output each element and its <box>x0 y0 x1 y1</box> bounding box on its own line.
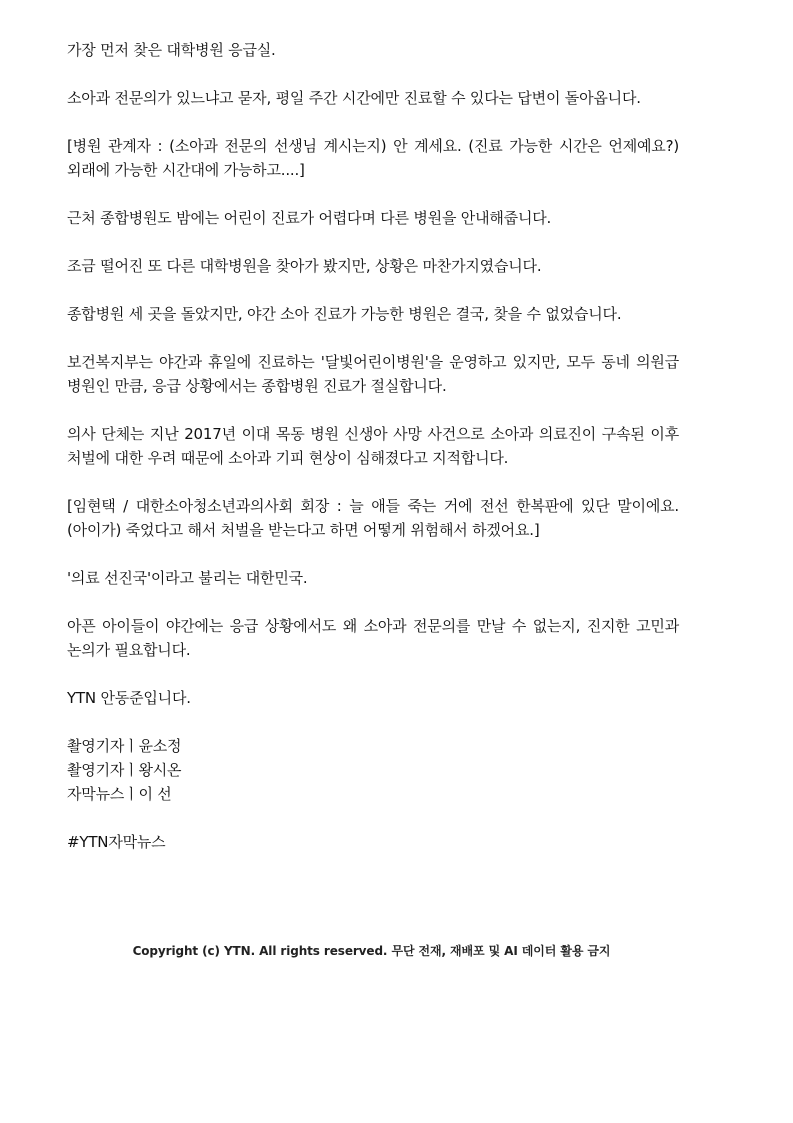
article-paragraph: 조금 떨어진 또 다른 대학병원을 찾아가 봤지만, 상황은 마찬가지였습니다. <box>67 257 542 275</box>
credit-line: 자막뉴스ㅣ이 선 <box>67 785 172 803</box>
article-paragraph: 의사 단체는 지난 2017년 이대 목동 병원 신생아 사망 사건으로 소아과 의료진이 구속된 이후 처벌에 대한 우려 때문에 소아과 기피 현상이 심해졌다고 지적합니다. <box>67 425 679 467</box>
credit-line: 촬영기자ㅣ왕시온 <box>67 761 182 779</box>
article-paragraph: 근처 종합병원도 밤에는 어린이 진료가 어렵다며 다른 병원을 안내해줍니다. <box>67 209 552 227</box>
article-paragraph: 아픈 아이들이 야간에는 응급 상황에서도 왜 소아과 전문의를 만날 수 없는지, 진지한 고민과 논의가 필요합니다. <box>67 617 679 659</box>
article-paragraph: [임현택 / 대한소아청소년과의사회 회장 : 늘 애들 죽는 거에 전선 한복판에 있단 말이에요. (아이가) 죽었다고 해서 처벌을 받는다고 하면 어떻게 위험해서 하겠어요.] <box>67 497 679 539</box>
article-signoff: YTN 안동준입니다. <box>67 689 191 707</box>
article-paragraph: 보건복지부는 야간과 휴일에 진료하는 '달빛어린이병원'을 운영하고 있지만, 모두 동네 의원급 병원인 만큼, 응급 상황에서는 종합병원 진료가 절실합니다. <box>67 353 679 395</box>
article-paragraph: 가장 먼저 찾은 대학병원 응급실. <box>67 41 276 59</box>
credits-block <box>67 734 679 806</box>
article-paragraph: 소아과 전문의가 있느냐고 묻자, 평일 주간 시간에만 진료할 수 있다는 답변이 돌아옵니다. <box>67 89 641 107</box>
article-paragraph: 종합병원 세 곳을 돌았지만, 야간 소아 진료가 가능한 병원은 결국, 찾을 수 없었습니다. <box>67 305 622 323</box>
article-body <box>67 38 679 878</box>
copyright-notice: Copyright (c) YTN. All rights reserved. 무단 전재, 재배포 및 AI 데이터 활용 금지 <box>132 944 611 958</box>
hashtag: #YTN자막뉴스 <box>67 833 166 851</box>
article-paragraph: [병원 관계자 : (소아과 전문의 선생님 계시는지) 안 계세요. (진료 가능한 시간은 언제예요?) 외래에 가능한 시간대에 가능하고....] <box>67 137 679 179</box>
credit-line: 촬영기자ㅣ윤소정 <box>67 737 182 755</box>
article-paragraph: '의료 선진국'이라고 불리는 대한민국. <box>67 569 308 587</box>
